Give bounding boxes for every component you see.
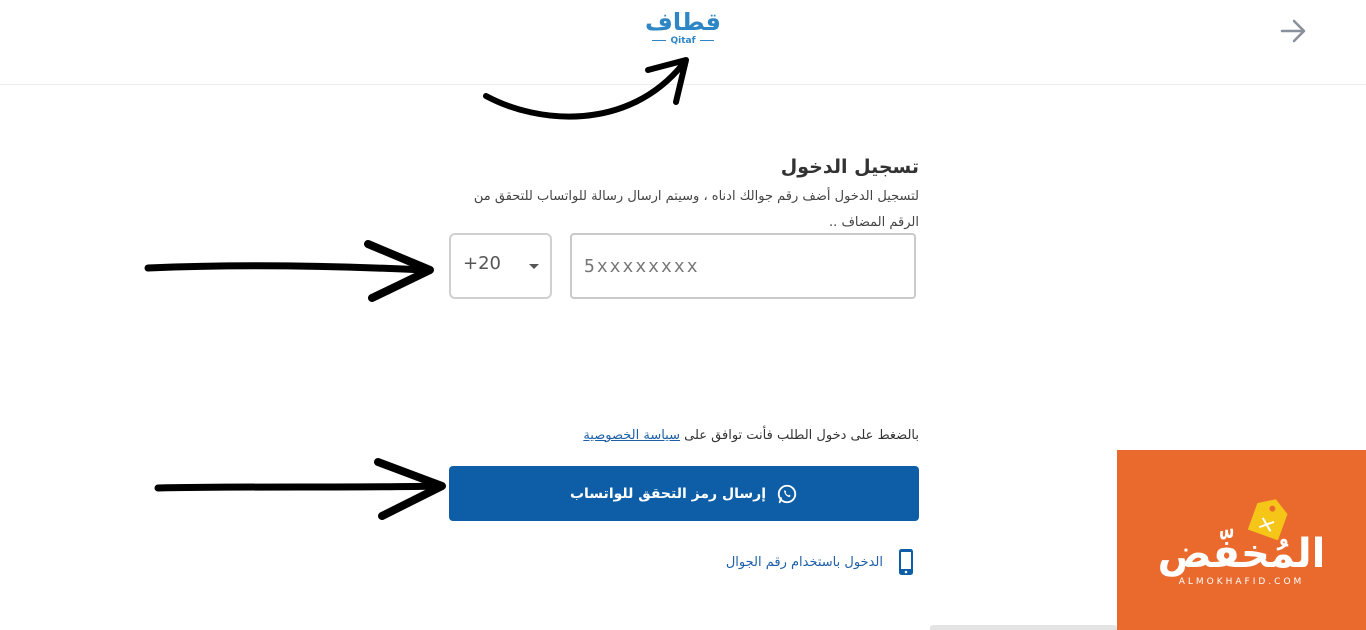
qitaf-logo (638, 8, 728, 54)
mobile-login-label: الدخول باستخدام رقم الجوال (725, 554, 883, 570)
send-button-label: إرسال رمز التحقق للواتساب (569, 485, 767, 502)
page-title: تسجيل الدخول (780, 156, 919, 178)
watermark-domain: ALMOKHAFID.COM (1178, 577, 1305, 587)
annotation-arrow-button (150, 456, 450, 526)
send-whatsapp-code-button[interactable] (449, 466, 919, 521)
arrow-right-icon[interactable] (1276, 14, 1310, 48)
login-description: لتسجيل الدخول أضف رقم جوالك ادناه ، وسيتم ارسال رسالة للواتساب للتحقق من الرقم المضاف .. (473, 189, 919, 230)
annotation-arrow-country (140, 236, 440, 306)
mobile-phone-icon (897, 548, 915, 576)
almokhafid-watermark (1117, 450, 1366, 630)
logo-english-text: Qitaf (638, 36, 728, 46)
bottom-edge-strip (930, 625, 1117, 630)
country-code-select[interactable] (449, 233, 552, 299)
country-code-value: +20 (463, 253, 501, 274)
mobile-login-link[interactable] (726, 548, 919, 576)
privacy-policy-link[interactable]: سياسة الخصوصية (583, 428, 680, 443)
whatsapp-icon (776, 483, 798, 505)
consent-text (583, 428, 919, 443)
annotation-arrow-logo (478, 52, 698, 132)
phone-number-input[interactable] (570, 233, 916, 299)
chevron-down-icon (529, 264, 539, 269)
consent-prefix: بالضغط على دخول الطلب فأنت توافق على (684, 428, 919, 443)
logo-arabic-text: قطاف (645, 8, 721, 36)
watermark-brand: المُخفّض (1157, 531, 1326, 577)
